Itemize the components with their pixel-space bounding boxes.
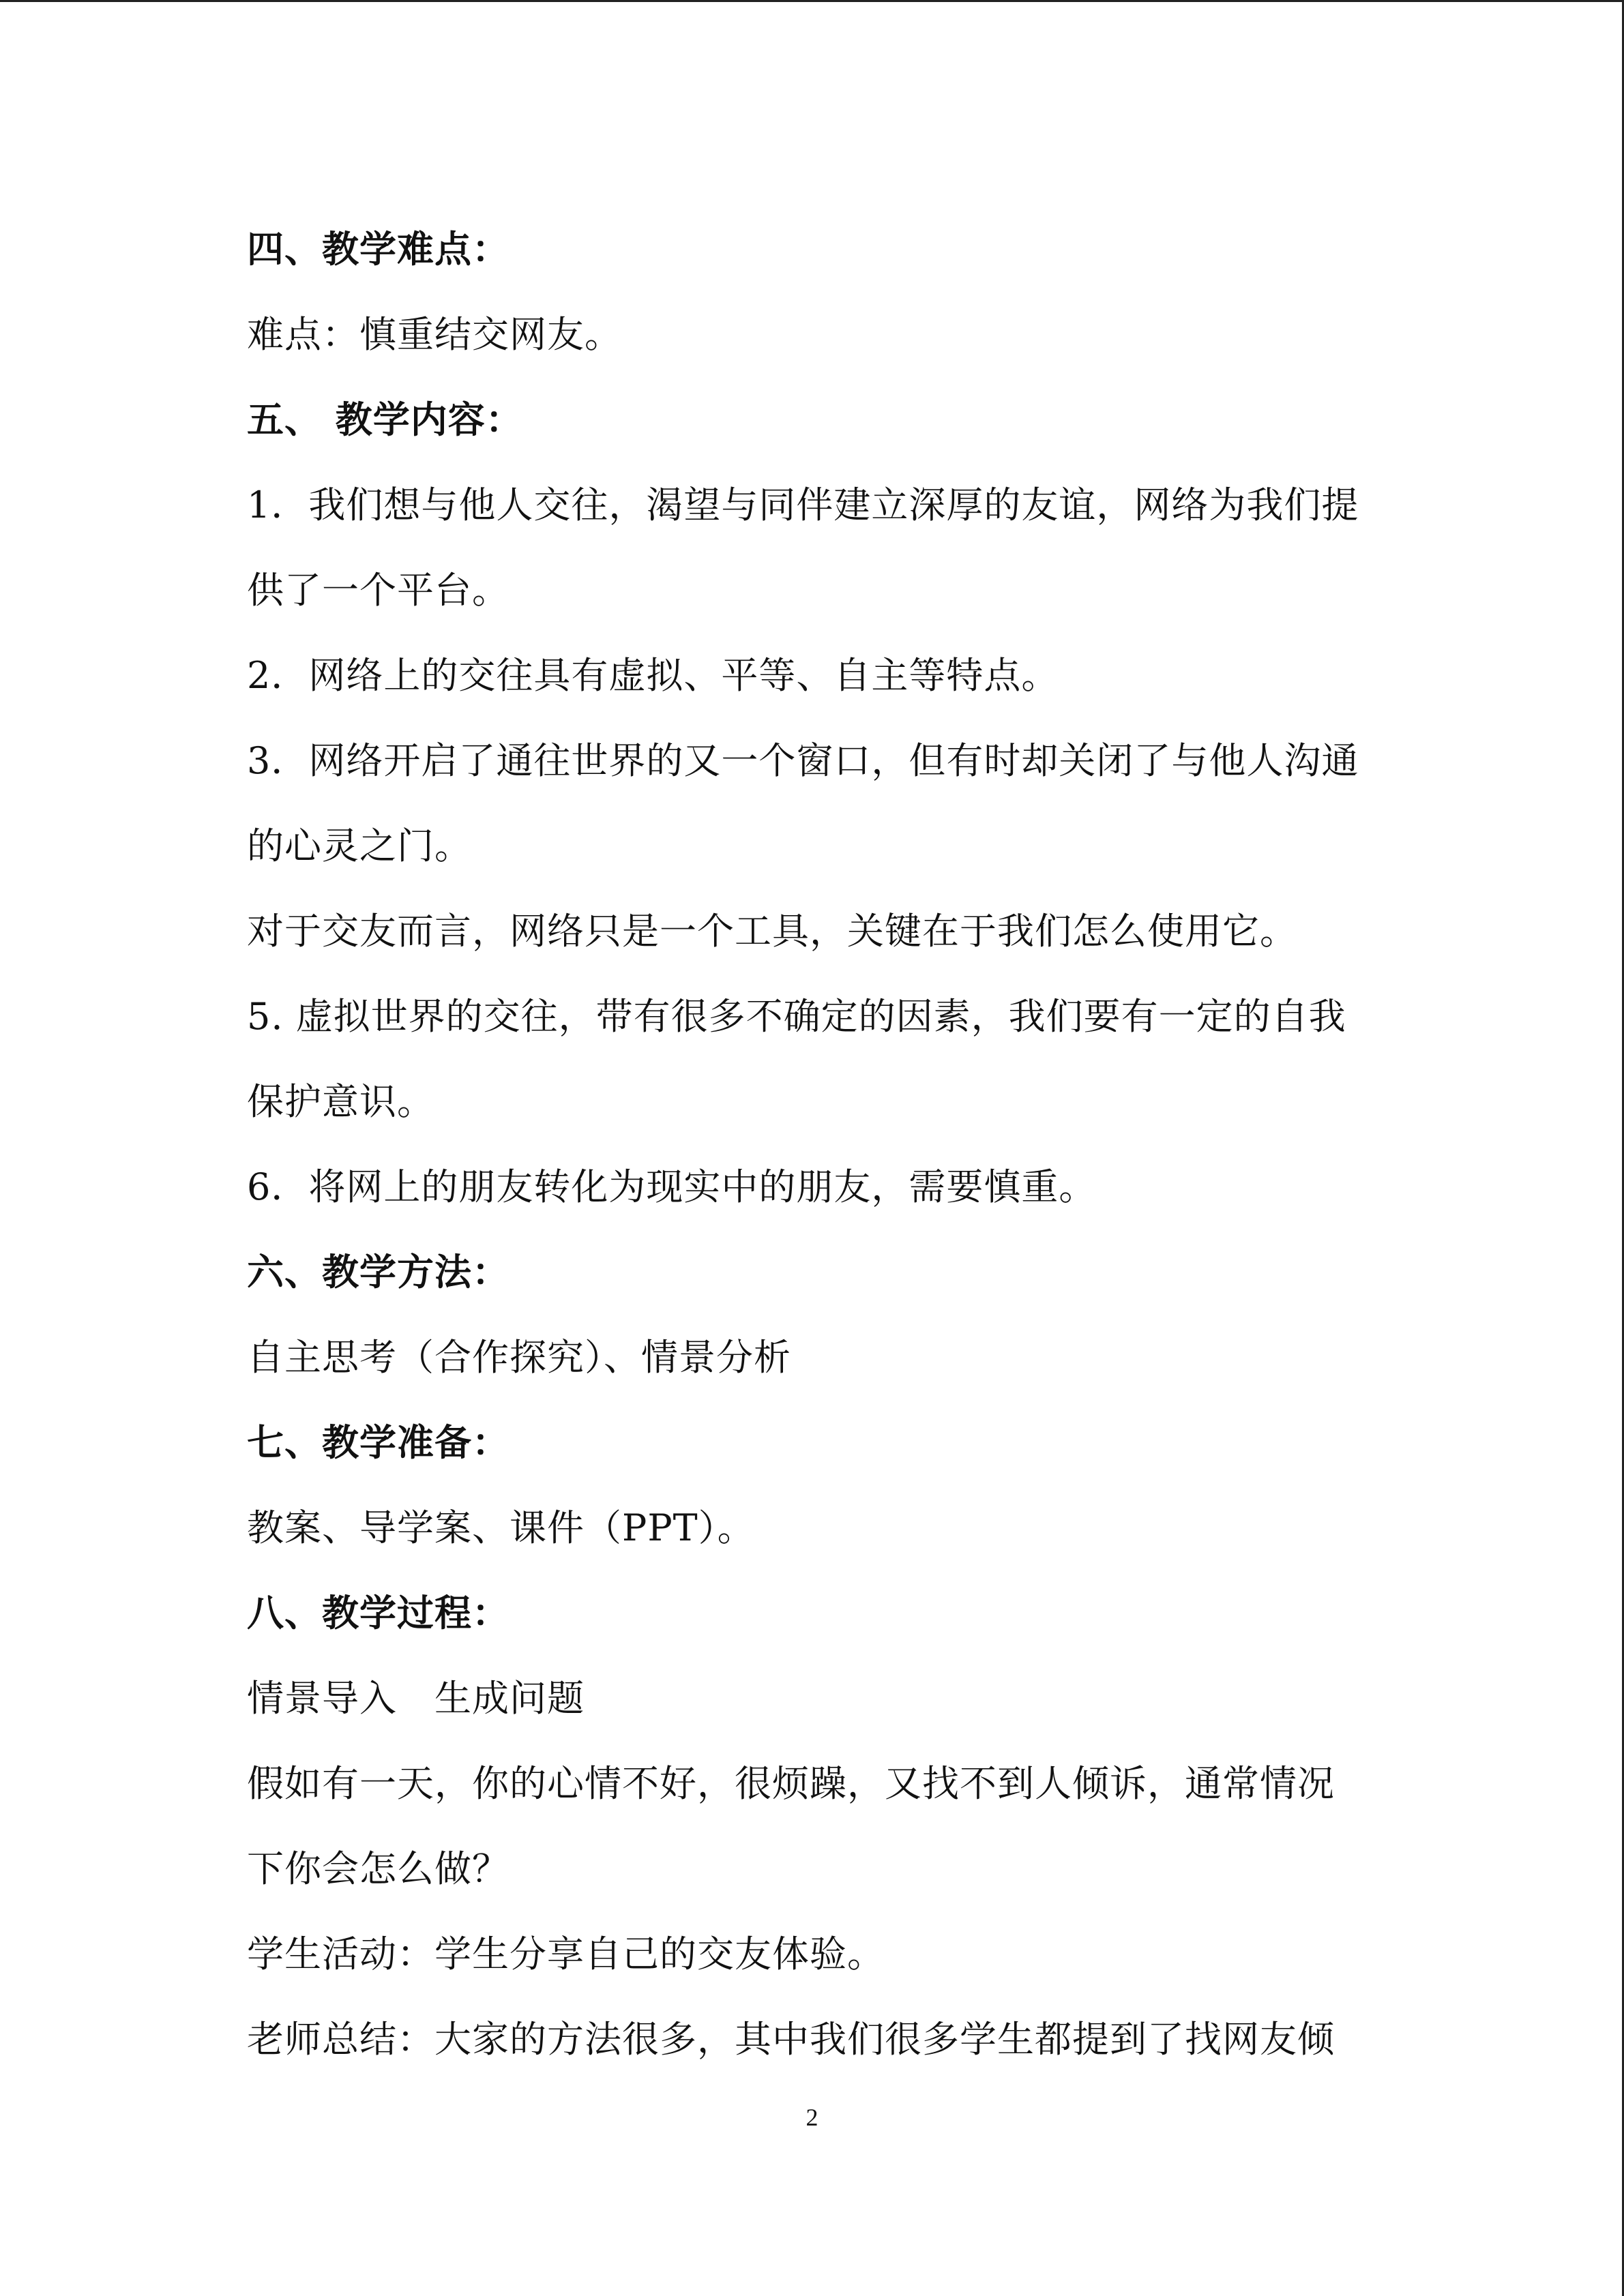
page-border-top xyxy=(0,0,1624,2)
paragraph-line: 下你会怎么做？ xyxy=(247,1847,510,1890)
paragraph-line: 情景导入 生成问题 xyxy=(247,1677,585,1720)
section-heading-preparation: 七、教学准备： xyxy=(247,1420,510,1464)
section-heading-methods: 六、教学方法： xyxy=(247,1250,510,1294)
paragraph-line: 学生活动：学生分享自己的交友体验。 xyxy=(247,1933,885,1976)
paragraph-line: 自主思考（合作探究）、情景分析 xyxy=(247,1336,791,1379)
paragraph-line: 5. 虚拟世界的交往，带有很多不确定的因素，我们要有一定的自我 xyxy=(247,995,1346,1038)
section-heading-difficulties: 四、教学难点： xyxy=(247,227,510,271)
document-body xyxy=(247,207,1379,2082)
paragraph-line: 2．网络上的交往具有虚拟、平等、自主等特点。 xyxy=(247,654,1059,697)
paragraph-line: 对于交友而言，网络只是一个工具，关键在于我们怎么使用它。 xyxy=(247,910,1297,953)
paragraph-line: 假如有一天，你的心情不好，很烦躁，又找不到人倾诉，通常情况 xyxy=(247,1762,1335,1805)
paragraph-line: 教案、导学案、课件（PPT）。 xyxy=(247,1506,755,1549)
paragraph-line: 3．网络开启了通往世界的又一个窗口，但有时却关闭了与他人沟通 xyxy=(247,739,1359,782)
paragraph-line: 保护意识。 xyxy=(247,1080,434,1123)
paragraph-line: 供了一个平台。 xyxy=(247,569,510,612)
paragraph-line: 1．我们想与他人交往，渴望与同伴建立深厚的友谊，网络为我们提 xyxy=(247,483,1359,526)
section-heading-process: 八、教学过程： xyxy=(247,1591,510,1635)
paragraph-line: 6．将网上的朋友转化为现实中的朋友，需要慎重。 xyxy=(247,1165,1097,1208)
page-number: 2 xyxy=(806,2104,818,2131)
paragraph-line: 难点：慎重结交网友。 xyxy=(247,313,622,356)
paragraph-line: 的心灵之门。 xyxy=(247,824,472,867)
section-heading-content: 五、 教学内容： xyxy=(247,398,523,441)
paragraph-line: 老师总结：大家的方法很多，其中我们很多学生都提到了找网友倾 xyxy=(247,2018,1335,2061)
